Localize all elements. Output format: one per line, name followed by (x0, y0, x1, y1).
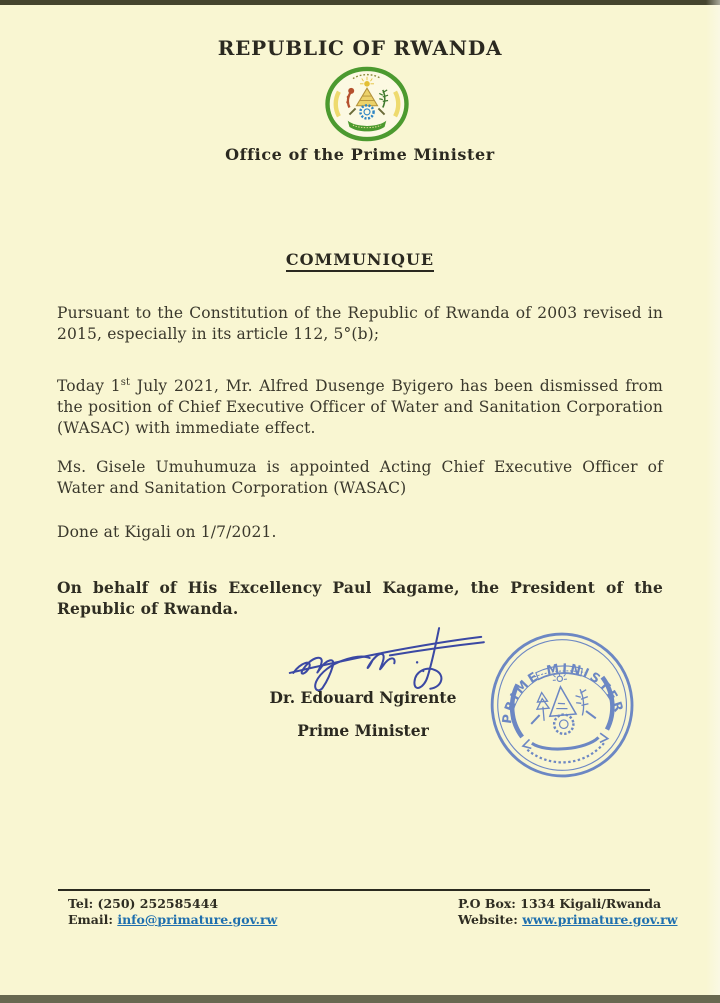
rwanda-coat-of-arms-icon (324, 65, 410, 143)
email-link[interactable]: info@primature.gov.rw (117, 912, 278, 927)
signatory-title: Prime Minister (297, 721, 429, 740)
paragraph-appointment: Ms. Gisele Umuhumuza is appointed Acting Chief Executive Officer of Water and Sanitation Corporation (WASAC) (57, 457, 663, 497)
done-at-line: Done at Kigali on 1/7/2021. (57, 522, 277, 541)
tel-value: (250) 252585444 (93, 896, 219, 911)
page-title: REPUBLIC OF RWANDA (217, 36, 503, 60)
communique-heading-text: COMMUNIQUE (286, 250, 434, 272)
email-label: Email: (68, 912, 118, 927)
photo-top-edge (0, 0, 720, 5)
dismissal-prefix: Today 1 (57, 376, 121, 395)
footer-contact-right (458, 896, 678, 928)
official-stamp (486, 628, 638, 780)
footer-divider (58, 889, 650, 891)
stamp-arc-text: PRIME MINISTER (498, 660, 628, 725)
website-label: Website: (458, 912, 523, 927)
signature-ink (283, 622, 488, 694)
footer-website (458, 912, 678, 928)
ordinal-superscript: st (120, 376, 131, 388)
office-title: Office of the Prime Minister (225, 145, 495, 164)
paragraph-pursuant: Pursuant to the Constitution of the Republic of Rwanda of 2003 revised in 2015, especially in its article 112, 5°(b); (57, 303, 663, 343)
pobox-label: P.O Box: (458, 896, 516, 911)
footer-contact-left (68, 896, 277, 928)
footer-tel (68, 896, 277, 912)
footer-email (68, 912, 277, 928)
photo-bottom-edge (0, 995, 720, 1003)
dismissal-rest: July 2021, Mr. Alfred Dusenge Byigero has been dismissed from the position of Chief Executive Officer of Water and Sanitation Corporation (WASAC) with immediate effect. (57, 376, 663, 437)
tel-label: Tel: (68, 896, 94, 911)
paragraph-dismissal (57, 372, 663, 439)
pobox-value: 1334 Kigali/Rwanda (515, 896, 662, 911)
behalf-paragraph: On behalf of His Excellency Paul Kagame, the President of the Republic of Rwanda. (57, 577, 663, 618)
signatory-name: Dr. Edouard Ngirente (269, 688, 457, 707)
communique-heading (0, 250, 720, 269)
website-link[interactable]: www.primature.gov.rw (522, 912, 678, 927)
footer-pobox (458, 896, 678, 912)
